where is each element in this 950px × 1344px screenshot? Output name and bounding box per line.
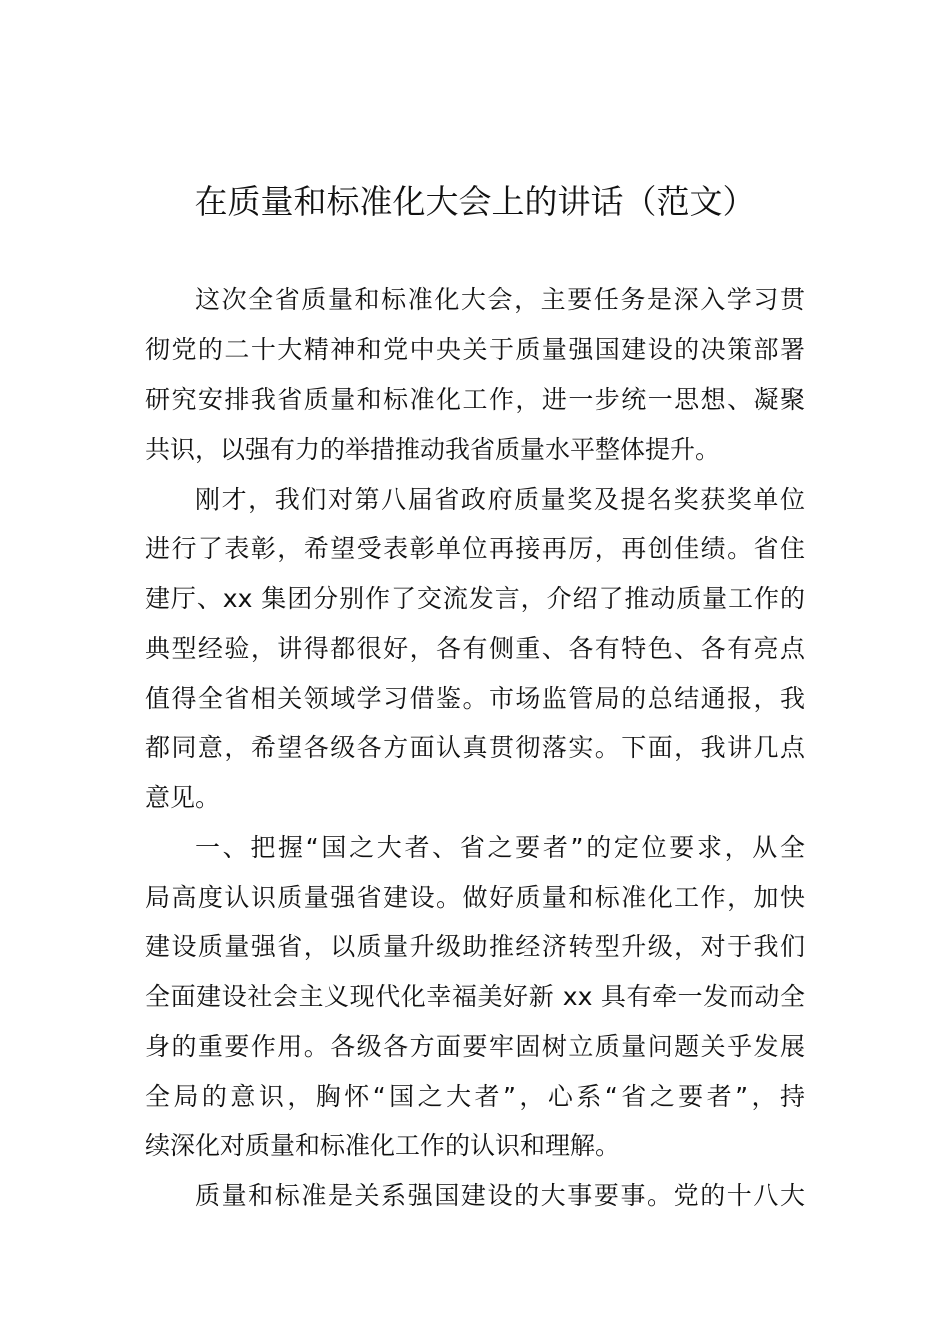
paragraph-line: 共识，以强有力的举措推动我省质量水平整体提升。 [145,435,721,464]
paragraph-line: 典型经验，讲得都很好，各有侧重、各有特色、各有亮点 [145,634,805,663]
paragraph-line: 值得全省相关领域学习借鉴。市场监管局的总结通报，我 [145,684,805,713]
paragraph-line: 意见。 [145,783,221,812]
paragraph-line: 进行了表彰，希望受表彰单位再接再厉，再创佳绩。省住 [145,534,805,563]
paragraph-line: 这次全省质量和标准化大会，主要任务是深入学习贯 [195,285,805,314]
paragraph-line: 身的重要作用。各级各方面要牢固树立质量问题关乎发展 [145,1032,805,1061]
paragraph-line: 研究安排我省质量和标准化工作，进一步统一思想、凝聚 [145,385,805,414]
paragraph-line: 续深化对质量和标准化工作的认识和理解。 [145,1131,621,1160]
paragraph-line: 建厅、xx 集团分别作了交流发言，介绍了推动质量工作的 [145,584,805,613]
paragraph-line: 质量和标准是关系强国建设的大事要事。党的十八大 [195,1181,805,1210]
paragraph-line: 建设质量强省，以质量升级助推经济转型升级，对于我们 [145,932,805,961]
paragraph-line: 都同意，希望各级各方面认真贯彻落实。下面，我讲几点 [145,733,805,762]
paragraph-line: 全局的意识，胸怀“国之大者”，心系“省之要者”，持 [145,1082,805,1111]
paragraph-line: 刚才，我们对第八届省政府质量奖及提名奖获奖单位 [195,485,805,514]
paragraph-line: 全面建设社会主义现代化幸福美好新 xx 具有牵一发而动全 [145,982,805,1011]
document-title: 在质量和标准化大会上的讲话（范文） [194,182,756,221]
paragraph-line: 一、把握“国之大者、省之要者”的定位要求，从全 [195,833,805,862]
paragraph-line: 彻党的二十大精神和党中央关于质量强国建设的决策部署 [145,335,805,364]
paragraph-line: 局高度认识质量强省建设。做好质量和标准化工作，加快 [145,883,805,912]
